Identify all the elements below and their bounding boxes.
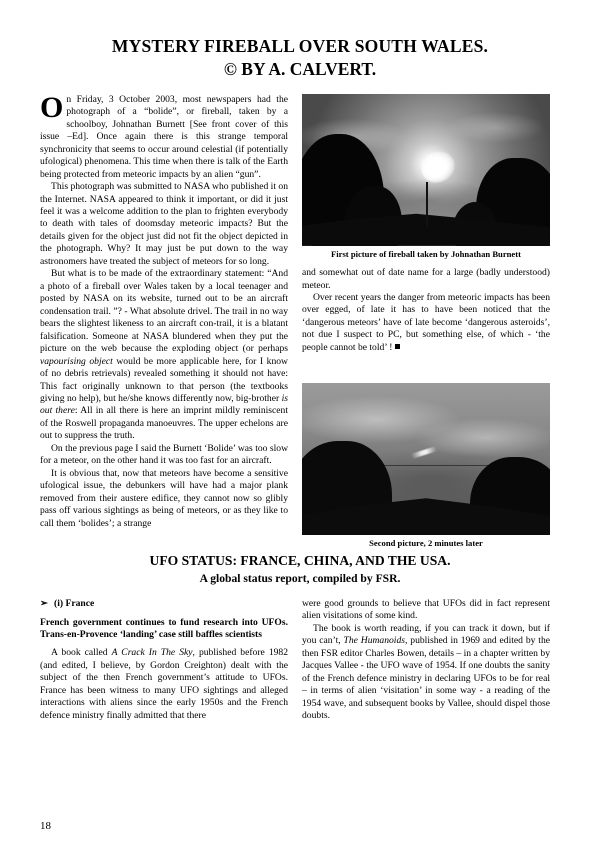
article-title: MYSTERY FIREBALL OVER SOUTH WALES. (111, 36, 489, 56)
article-2-subtitle: A global status report, compiled by FSR. (199, 571, 401, 585)
article-2-paragraph-1-b: , published before 1982 (and edited, I believe, by Gordon Creighton) dealt with the subject of the then French government’s attitude to UFOs. France has been witness to many UFO sightings and alleged interactions with aliens since the early 1950s and the French defence ministry finally admitted that there (40, 647, 289, 721)
paragraph-5-continued: and somewhat out of date name for a large (badly understood) meteor. (302, 267, 550, 291)
fireball-photo-1 (302, 94, 550, 246)
photo-caption-1: First picture of fireball taken by Johnathan Burnett (331, 248, 521, 259)
article-2-paragraph-3-a: The book is worth reading, if you can track it down, but if you can’t, (302, 622, 550, 647)
article-2-paragraph-3 (302, 623, 550, 723)
paragraph-6 (302, 292, 550, 354)
article-2-paragraph-1-a: A book called (51, 647, 112, 659)
article-2-subhead: French government continues to fund research into UFOs. Trans-en-Provence ‘landing’ case still baffles scientists (40, 616, 288, 641)
article-2-book-title-2: The Humanoids (343, 635, 406, 647)
section-bullet (40, 598, 288, 609)
fireball-photo-2 (302, 383, 550, 535)
section-label: (i) France (54, 597, 95, 609)
paragraph-5: It is obvious that, now that meteors have become a sensitive ufological issue, the debunkers will have had a major plank removed from their austere edifice, they cannot now so glibly pass off various sightings as being of meteors, or as they like to call them ‘bolides’; a strange (40, 467, 288, 529)
photo-block-1 (302, 94, 550, 259)
article-2-paragraph-2: were good grounds to believe that UFOs did in fact represent alien visitations of some kind. (302, 597, 550, 622)
paragraph-1-text: n Friday, 3 October 2003, most newspapers had the photograph of a “bolide”, or fireball, taken by a schoolboy, Johnathan Burnett [See front cover of this issue –Ed]. Once again there is this strange temporal synchronicity that seems to occur around celestial (if potentially ufological) phenomena. This time when there is talk of the Earth being protected from meteoric impacts by an alien “gun”. (40, 93, 288, 180)
pole-silhouette-1 (426, 182, 428, 226)
paragraph-3-part-b: would be more applicable here, for I know of no debris retrievals) revealed something it should not have: This fact originally unknown to that person (the textbooks giving no help), but he/she knows differently now, big-brother (40, 355, 288, 404)
photo-block-2 (302, 383, 550, 548)
article-2-paragraph-1 (40, 647, 288, 722)
left-column (40, 90, 289, 530)
article-2-right-column (302, 598, 550, 723)
article-2-columns (40, 598, 560, 723)
arrow-bullet-icon: ➢ (40, 597, 49, 609)
paragraph-6-text: Over recent years the danger from meteoric impacts has been over egged, of late it has to have been noticed that the ‘dangerous meteors’ have of late become ‘dangerous asteroids’, not due I suspect to PC, but something else, of which - ‘the people cannot be told’ ! (302, 292, 550, 353)
article-2-paragraph-3-b: , published in 1969 and edited by the then FSR editor Charles Bowen, details – in a chapter written by Jacques Vallee - the UFO wave of 1954. If one doubts the sanity of the French defence ministry in declaring UFOs to be for real – in terms of alien ‘visitation’ in some way - a reading of the 1954 wave, and subsequent books by Vallee, should dispel those doubts. (302, 635, 550, 722)
article-2-book-title-1: A Crack In The Sky (111, 647, 193, 659)
end-square-icon (395, 344, 400, 349)
photo-caption-2: Second picture, 2 minutes later (369, 538, 483, 548)
article-2-left-column (40, 598, 288, 723)
paragraph-4: On the previous page I said the Burnett ‘Bolide’ was too slow for a meteor, on the other hand it was too fast for an aircraft. (40, 442, 288, 467)
paragraph-3-part-c: : All in all there is here an imprint mildly reminiscent of the Roswell propaganda manoeuvres. The upper echelons are out to suppress the truth. (40, 405, 289, 442)
article-2-title: UFO STATUS: FRANCE, CHINA, AND THE USA. (149, 553, 451, 569)
drop-cap: O (40, 90, 64, 124)
paragraph-3-part-a: But what is to be made of the extraordinary statement: “And a photo of a fireball over Wales taken by a local teenager and posted by NASA on its website, turned out to be an aircraft condensation trail. ”? - What absolute drivel. The trail in no way bears the slightest likeness to an aircraft con-trail, it is a blatant falsification. Someone at NASA blundered when they put the picture on the web because the exploding object (or perhaps (40, 268, 288, 355)
paragraph-2: This photograph was submitted to NASA who published it on the Internet. NASA appeared to think it important, or did it just feel it was a welcome addition to the plan to frighten everybody to death with tales of doomsday meteoric impacts? But the details given for the object just did not fit the object depicted in the photograph. Why? It may just be put down to the way astronomers have treated the subject of meteors for so long. (40, 181, 288, 267)
article-byline: © BY A. CALVERT. (223, 58, 377, 79)
paragraph-3-emphasis-1: vapourising object (40, 355, 113, 367)
paragraph-3 (40, 268, 288, 443)
paragraph-1 (40, 90, 288, 181)
page-number: 18 (40, 820, 51, 832)
paragraph-3-emphasis-2: is out there (40, 393, 288, 417)
